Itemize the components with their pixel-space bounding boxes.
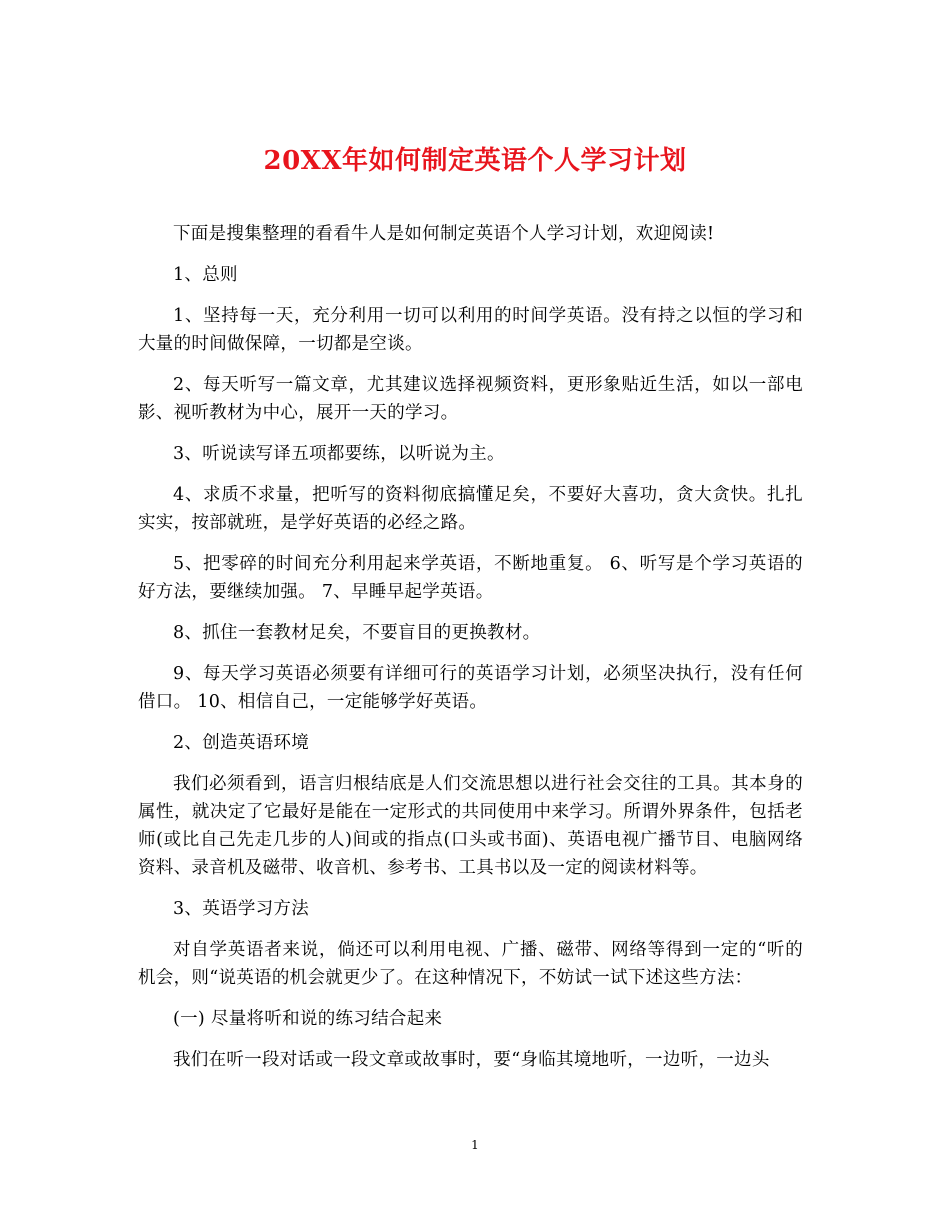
paragraph-item-1: 1、坚持每一天，充分利用一切可以利用的时间学英语。没有持之以恒的学习和大量的时间做保障，一切都是空谈。	[138, 306, 803, 354]
paragraph-item-3: 3、听说读写译五项都要练，以听说为主。	[173, 444, 505, 464]
page-number: 1	[471, 1138, 479, 1152]
subheading-listen-speak: (一) 尽量将听和说的练习结合起来	[173, 1009, 443, 1029]
paragraph-listen-speak: 我们在听一段对话或一段文章或故事时，要“身临其境地听，一边听，一边头	[173, 1050, 770, 1070]
document-body	[138, 220, 803, 1087]
paragraph-item-9-10: 9、每天学习英语必须要有详细可行的英语学习计划，必须坚决执行，没有任何借口。 10、相信自己，一定能够学好英语。	[138, 664, 803, 712]
section-heading-environment: 2、创造英语环境	[173, 733, 310, 753]
paragraph-item-2: 2、每天听写一篇文章，尤其建议选择视频资料，更形象贴近生活，如以一部电影、视听教材为中心，展开一天的学习。	[138, 375, 803, 423]
paragraph-methods: 对自学英语者来说，倘还可以利用电视、广播、磁带、网络等得到一定的“听的机会，则“说英语的机会就更少了。在这种情况下，不妨试一试下述这些方法：	[138, 940, 803, 988]
paragraph-item-8: 8、抓住一套教材足矣，不要盲目的更换教材。	[173, 623, 541, 643]
paragraph-environment: 我们必须看到，语言归根结底是人们交流思想以进行社会交往的工具。其本身的属性，就决定了它最好是能在一定形式的共同使用中来学习。所谓外界条件，包括老师(或比自己先走几步的人)间或的指点(口头或书面)、英语电视广播节目、电脑网络资料、录音机及磁带、收音机、参考书、工具书以及一定的阅读材料等。	[138, 774, 803, 878]
paragraph-intro: 下面是搜集整理的看看牛人是如何制定英语个人学习计划，欢迎阅读!	[173, 224, 715, 244]
section-heading-general: 1、总则	[173, 265, 238, 285]
paragraph-item-4: 4、求质不求量，把听写的资料彻底搞懂足矣，不要好大喜功，贪大贪快。扎扎实实，按部就班，是学好英语的必经之路。	[138, 485, 803, 533]
document-title: 20XX年如何制定英语个人学习计划	[263, 146, 687, 176]
section-heading-methods: 3、英语学习方法	[173, 899, 310, 919]
paragraph-item-5-7: 5、把零碎的时间充分利用起来学英语，不断地重复。 6、听写是个学习英语的好方法，要继续加强。 7、早睡早起学英语。	[138, 554, 803, 602]
